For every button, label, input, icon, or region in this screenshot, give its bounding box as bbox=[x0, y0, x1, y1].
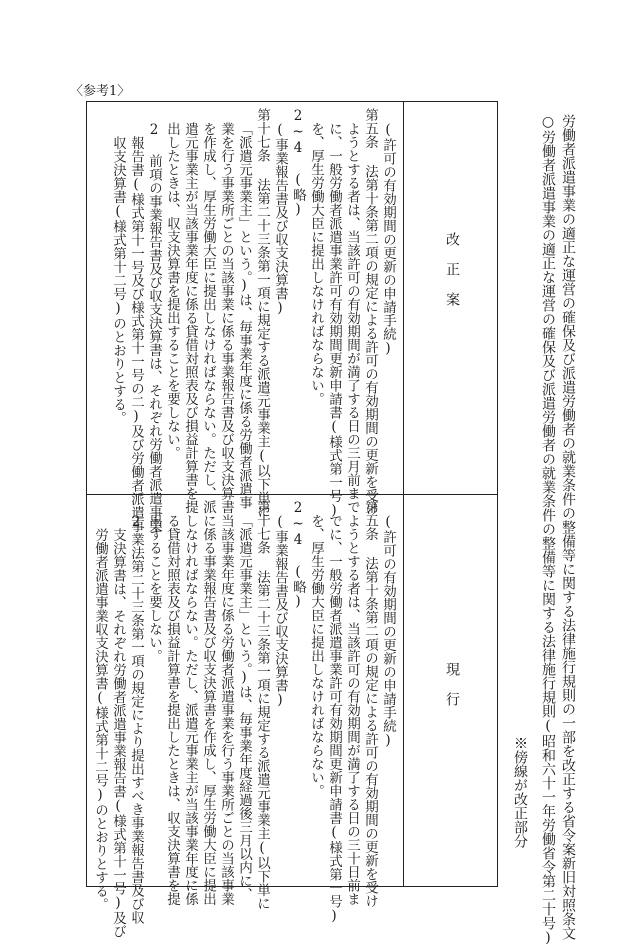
clause-line: (事業報告書及び収支決算書) bbox=[272, 514, 288, 708]
header-current: 現行 bbox=[444, 662, 460, 722]
clause-line: 出したときは、収支決算書を提出することを要しない。 bbox=[164, 122, 180, 460]
clause-line: (許可の有効期間の更新の申請手続) bbox=[380, 122, 396, 357]
clause-line: 2~4 (略) bbox=[290, 108, 306, 218]
clause-line: 収支決算書(様式第十二号)のとおりとする。 bbox=[110, 136, 126, 425]
clause-line: 2~4 (略) bbox=[290, 500, 306, 610]
reference-label: 〈参考1〉 bbox=[70, 84, 131, 99]
clause-line: でに、一般労働者派遣事業許可有効期間更新申請書(様式第一号) bbox=[326, 514, 342, 924]
clause-line: に係る事業報告書及び収支決算書を作成し、厚生労働大臣に提出 bbox=[200, 514, 216, 906]
comparison-table bbox=[86, 101, 498, 938]
clause-line: 業を行う事業所ごとの当該事業に係る事業報告書及び収支決算書 bbox=[218, 122, 234, 514]
clause-line: 「派遣元事業主」という。)は、毎事業年度に係る労働者派遣事 bbox=[236, 122, 252, 510]
clause-line: (許可の有効期間の更新の申請手続) bbox=[380, 514, 396, 749]
clause-line: 出することを要しない。 bbox=[146, 514, 162, 663]
clause-line: る貸借対照表及び損益計算書を提出したときは、収支決算書を提 bbox=[164, 514, 180, 906]
title-line: ○労働者派遣事業の適正な運営の確保及び派遣労働者の就業条件の整備等に関する法律施行規則(昭和六十一年労働省令第二十号) bbox=[540, 114, 556, 946]
clause-line: 報告書(様式第十一号及び様式第十一号の二)及び労働者派遣事業 bbox=[128, 136, 144, 546]
clause-line: に、一般労働者派遣事業許可有効期間更新申請書(様式第一号) bbox=[326, 122, 342, 519]
clause-line: 労働者派遣事業収支決算書(様式第十二号)のとおりとする。 bbox=[92, 528, 108, 911]
revised-column bbox=[97, 108, 397, 546]
clause-line: 第五条 法第十条第二項の規定による許可の有効期間の更新を受け bbox=[362, 500, 378, 908]
clause-line: 2 前項の事業報告書及び収支決算書は、それぞれ労働者派遣事業 bbox=[146, 122, 162, 532]
document-title bbox=[538, 114, 578, 946]
clause-line: 当該事業年度に係る労働者派遣事業を行う事業所ごとの当該事業 bbox=[218, 514, 234, 906]
clause-line: 第五条 法第十条第二項の規定による許可の有効期間の更新を受け bbox=[362, 108, 378, 516]
clause-line: ようとする者は、当該許可の有効期間が満了する日の三十日前ま bbox=[344, 514, 360, 906]
clause-line: 2 法第二十三条第一項の規定により提出すべき事業報告書及び収 bbox=[128, 514, 144, 924]
change-note: ※傍線が改正部分 bbox=[512, 736, 528, 848]
clause-line: 支決算書は、それぞれ労働者派遣事業報告書(様式第十一号)及び bbox=[110, 528, 126, 938]
clause-line: を、厚生労働大臣に提出しなければならない。 bbox=[308, 122, 324, 406]
header-divider bbox=[403, 102, 404, 886]
clause-line: ようとする者は、当該許可の有効期間が満了する日の三月前まで bbox=[344, 122, 360, 514]
clause-line: を作成し、厚生労働大臣に提出しなければならない。ただし、派 bbox=[200, 122, 216, 514]
clause-line: (事業報告書及び収支決算書) bbox=[272, 122, 288, 316]
clause-line: 第十七条 法第二十三条第一項に規定する派遣元事業主(以下単に bbox=[254, 500, 270, 910]
clause-line: 遣元事業主が当該事業年度に係る貸借対照表及び損益計算書を提 bbox=[182, 122, 198, 514]
current-column bbox=[92, 500, 397, 938]
clause-line: 第十七条 法第二十三条第一項に規定する派遣元事業主(以下単に bbox=[254, 108, 270, 518]
header-revised: 改正案 bbox=[444, 232, 460, 322]
clause-line: を、厚生労働大臣に提出しなければならない。 bbox=[308, 514, 324, 798]
title-line: 労働者派遣事業の適正な運営の確保及び派遣労働者の就業条件の整備等に関する法律施行規則の一部を改正する省令案新旧対照条文 bbox=[560, 114, 576, 940]
clause-line: しなければならない。ただし、派遣元事業主が当該事業年度に係 bbox=[182, 514, 198, 906]
clause-line: 「派遣元事業主」という。)は、毎事業年度経過後三月以内に、 bbox=[236, 514, 252, 902]
